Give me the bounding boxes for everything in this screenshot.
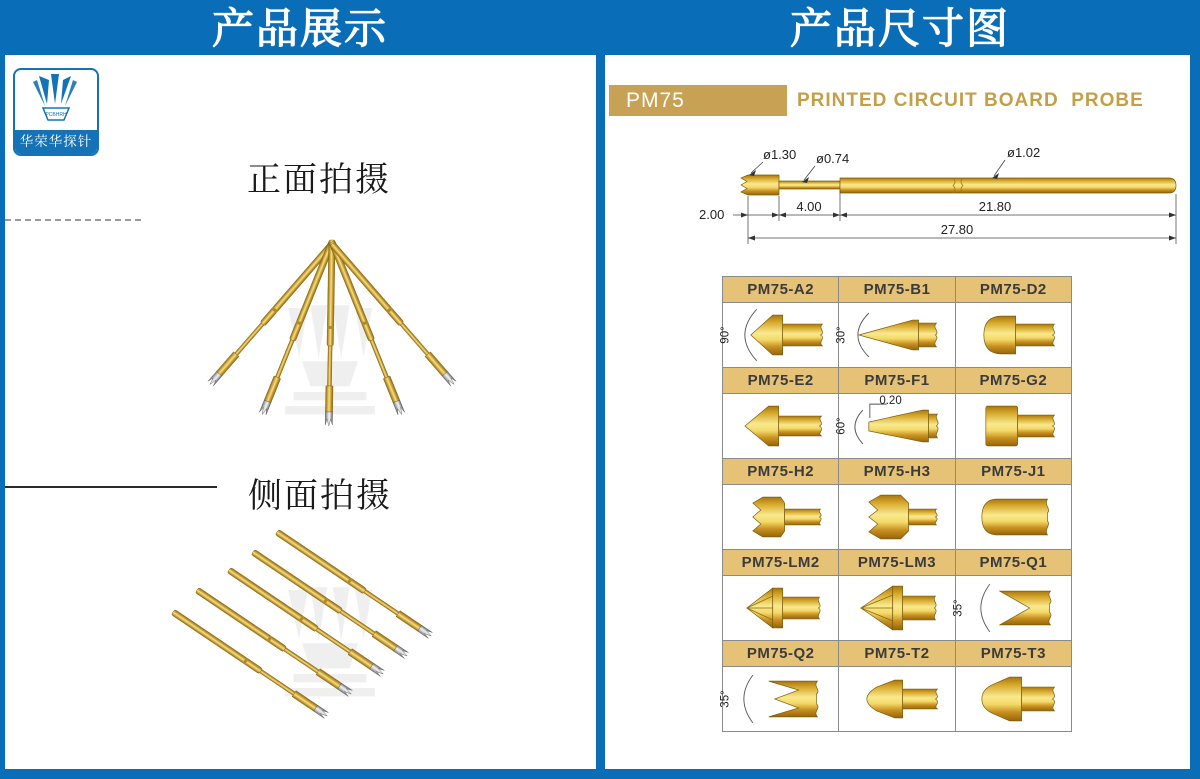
tip-drawing-cylinder [956, 394, 1071, 458]
right-section-title: 产品尺寸图 [789, 5, 1010, 52]
brand-logo [13, 68, 99, 156]
tip-model-header: PM75-Q1 [956, 550, 1071, 575]
left-section-title: 产品展示 [211, 5, 388, 52]
dim-dia-shaft: ø0.74 [816, 151, 850, 166]
tip-drawing-coneRoundBig [956, 667, 1071, 731]
front-photo-probes [105, 230, 555, 470]
tip-annotation: 0.20 [879, 395, 902, 407]
dim-len-shaft: 4.00 [796, 199, 822, 214]
tip-model-header: PM75-Q2 [723, 641, 838, 666]
tip-model-header: PM75-H2 [723, 459, 838, 484]
tip-model-header: PM75-J1 [956, 459, 1071, 484]
tip-annotation: 90° [719, 326, 732, 344]
tip-annotation: 35° [719, 690, 732, 708]
tip-model-header: PM75-A2 [723, 277, 838, 302]
model-badge: PM75 [609, 85, 787, 116]
tip-model-header: PM75-LM3 [839, 550, 954, 575]
tip-drawing-dome [956, 303, 1071, 367]
dim-dia-tip: ø1.30 [763, 147, 797, 162]
brand-logo-text: 华荣华探针 [15, 130, 97, 154]
dim-len-barrel: 21.80 [978, 199, 1012, 214]
dashed-divider [5, 219, 141, 221]
tip-model-header: PM75-B1 [839, 277, 954, 302]
product-photos-panel [5, 55, 596, 769]
dim-len-total: 27.80 [940, 222, 974, 237]
tip-drawing-starBig [839, 576, 954, 640]
dimension-panel [605, 55, 1190, 769]
tip-model-header: PM75-D2 [956, 277, 1071, 302]
solid-divider [5, 486, 217, 488]
tip-drawing-needle30 [836, 303, 954, 367]
tip-model-header: PM75-E2 [723, 368, 838, 393]
tip-annotation: 60° [836, 417, 849, 435]
tip-drawing-fork [952, 576, 1071, 640]
tip-model-header: PM75-F1 [839, 368, 954, 393]
tip-model-header: PM75-G2 [956, 368, 1071, 393]
tip-model-header: PM75-T2 [839, 641, 954, 666]
probe-fan-logo-icon [15, 70, 97, 128]
tip-annotation: 30° [836, 326, 849, 344]
tip-drawing-crown [723, 485, 838, 549]
tip-drawing-needle60 [836, 394, 954, 458]
dim-len-tip: 2.00 [699, 207, 725, 222]
tip-drawing-domeLong [956, 485, 1071, 549]
dimension-diagram [685, 138, 1195, 261]
side-photo-probes [115, 517, 545, 757]
tip-annotation: 35° [952, 599, 965, 617]
panel-subtitle: PRINTED CIRCUIT BOARD PROBE [797, 90, 1144, 111]
tip-drawing-coneSharp [723, 394, 838, 458]
svg-text:PCBHRH: PCBHRH [45, 112, 67, 118]
tip-model-header: PM75-H3 [839, 459, 954, 484]
tip-drawing-coneRound [839, 667, 954, 731]
tip-drawing-crownBig [839, 485, 954, 549]
tip-table [719, 276, 1072, 732]
tip-model-header: PM75-T3 [956, 641, 1071, 666]
front-photo-label: 正面拍摄 [247, 161, 391, 199]
tip-drawing-forkDeep [719, 667, 838, 731]
dim-dia-barrel: ø1.02 [1007, 145, 1041, 160]
side-photo-label: 侧面拍摄 [248, 477, 392, 515]
tip-model-header: PM75-LM2 [723, 550, 838, 575]
tip-drawing-star [723, 576, 838, 640]
tip-drawing-cone90 [719, 303, 838, 367]
